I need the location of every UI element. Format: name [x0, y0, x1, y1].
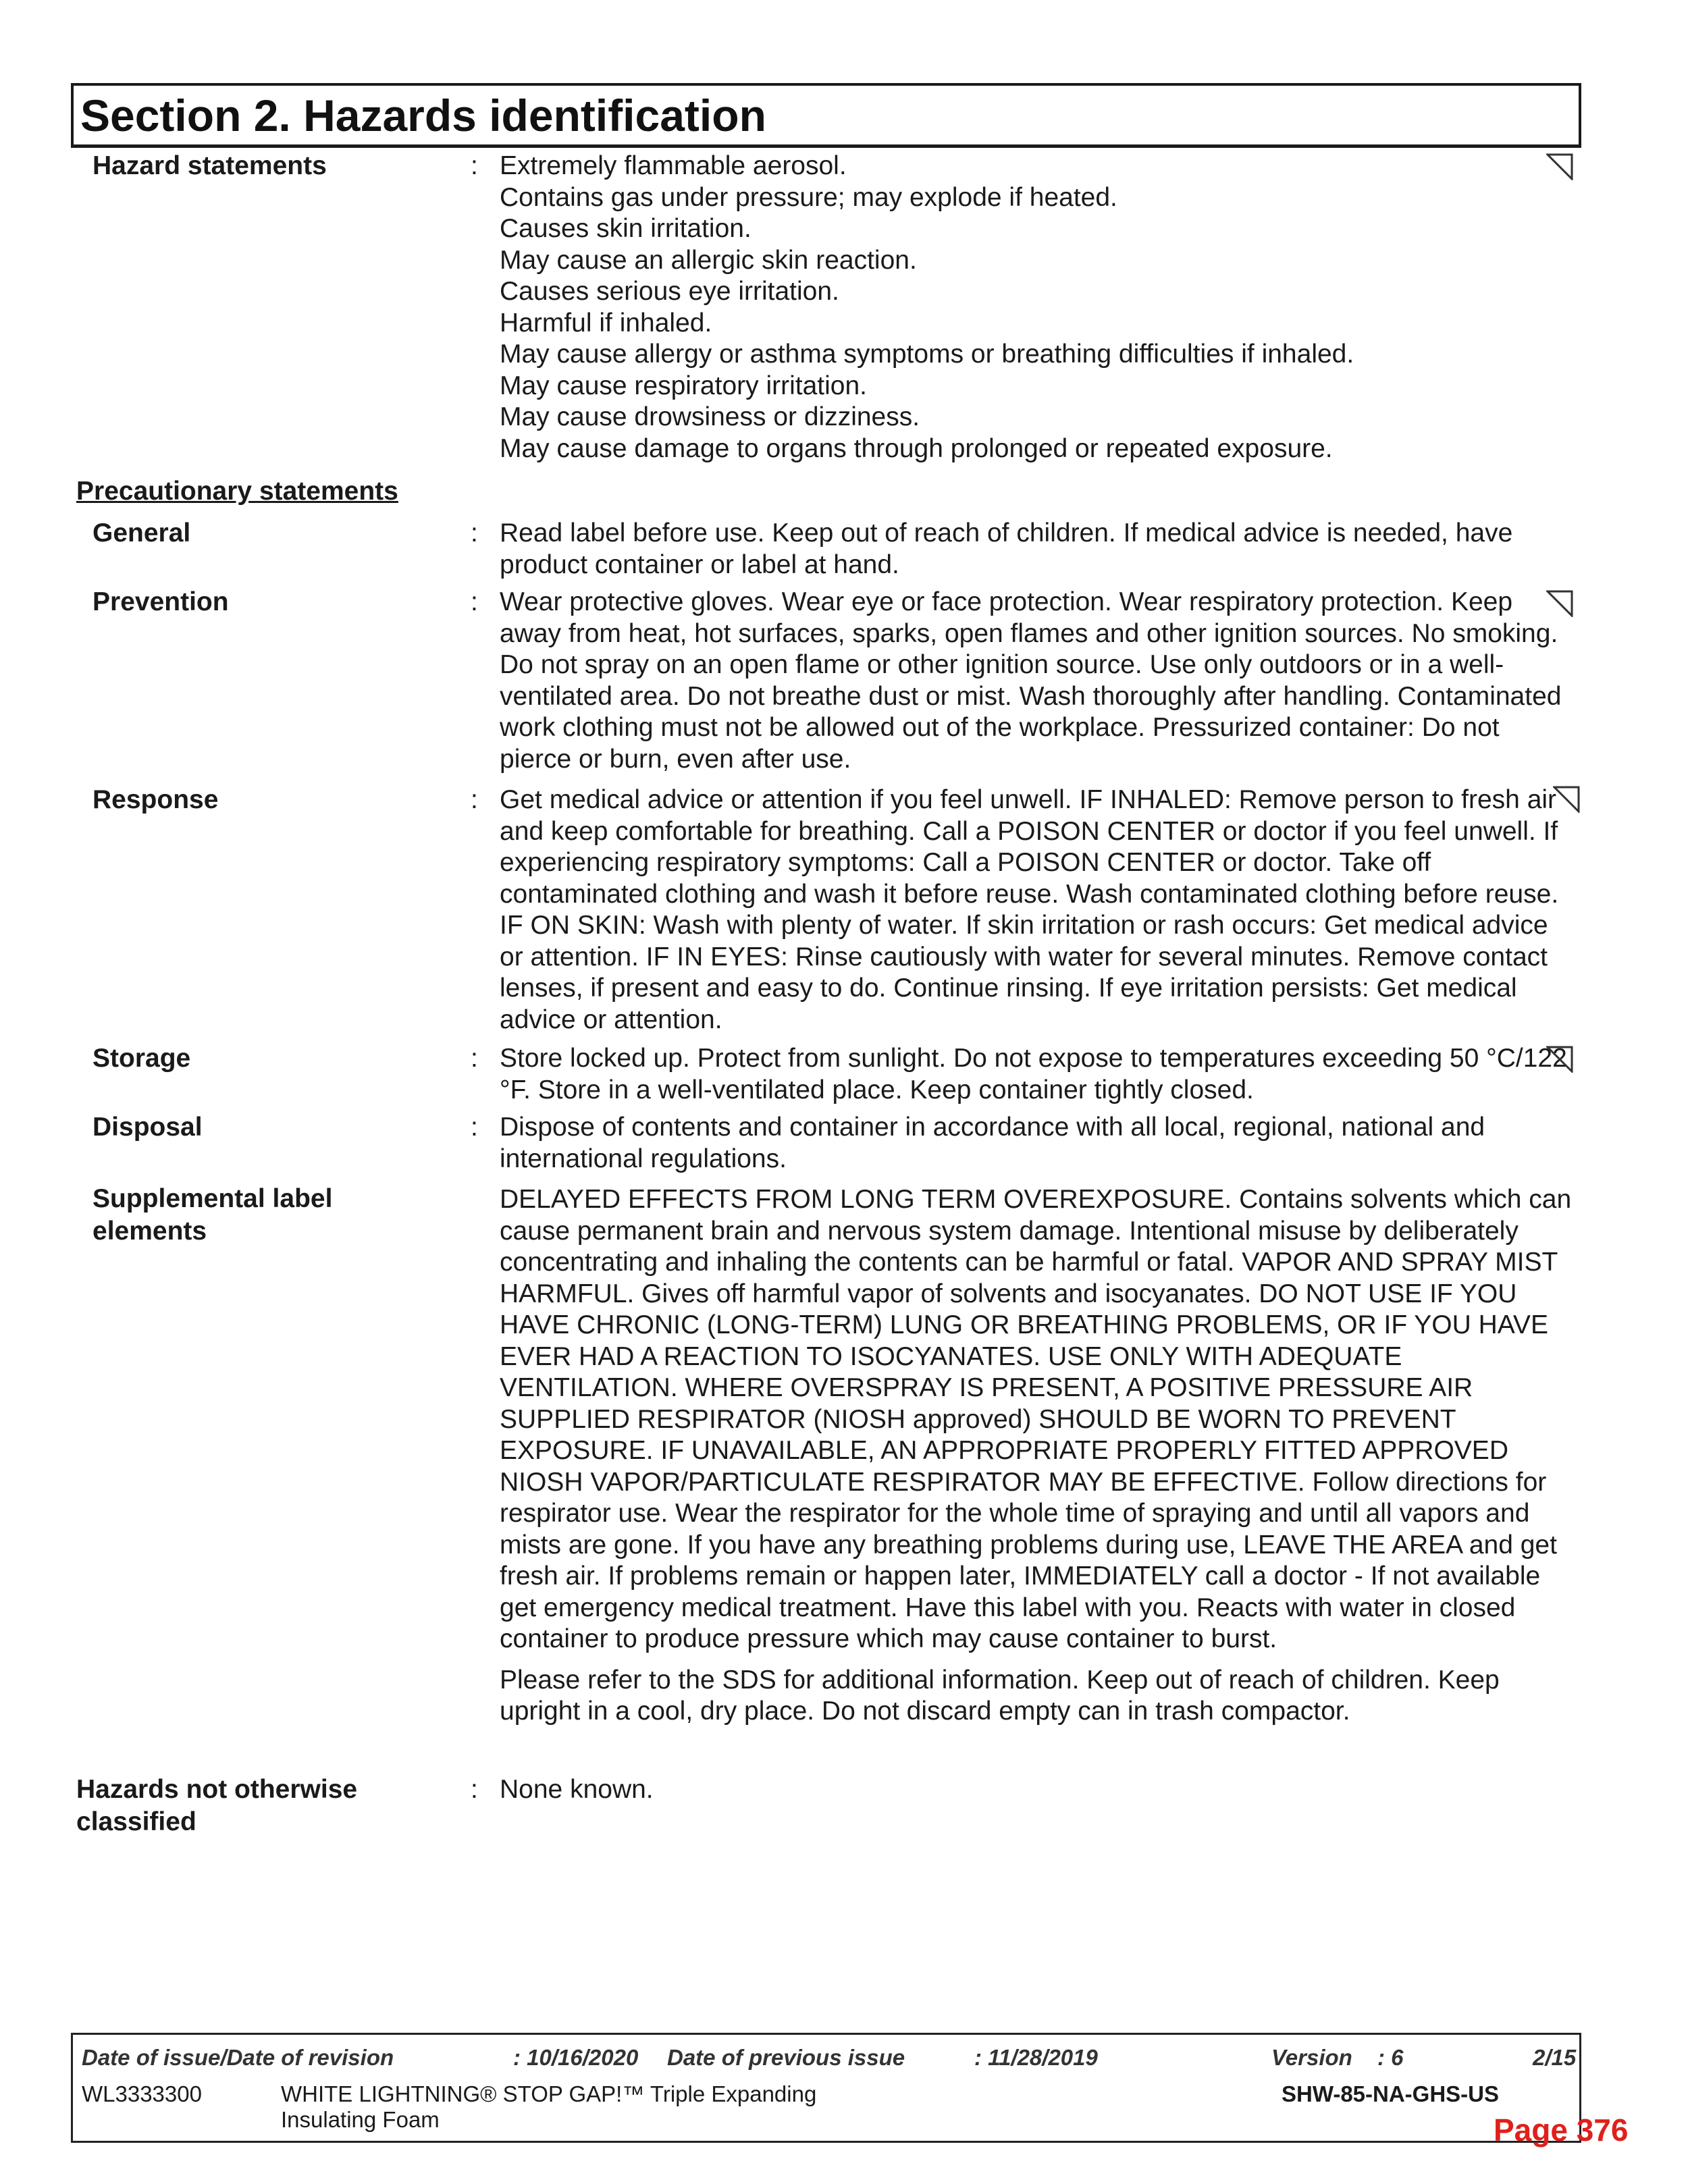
general-text: Read label before use. Keep out of reach of children. If medical advice is needed, have product container or label at hand.	[500, 518, 1513, 579]
colon: :	[471, 518, 478, 548]
colon: :	[471, 1775, 478, 1804]
date-of-issue-label: Date of issue/Date of revision	[82, 2045, 394, 2070]
hazard-statements-label: Hazard statements	[93, 151, 327, 180]
colon: :	[471, 1044, 478, 1073]
hazard-statement: Causes skin irritation.	[500, 214, 751, 243]
product-name-line2: Insulating Foam	[281, 2107, 440, 2132]
general-label: General	[93, 518, 191, 548]
hazard-statement: May cause allergy or asthma symptoms or breathing difficulties if inhaled.	[500, 340, 1354, 369]
hazard-statement: May cause drowsiness or dizziness.	[500, 402, 920, 431]
hazard-statement: Contains gas under pressure; may explode if heated.	[500, 182, 1117, 212]
hazard-statement: Causes serious eye irritation.	[500, 277, 839, 306]
supplemental-paragraph: Please refer to the SDS for additional information. Keep out of reach of children. Keep upright in a cool, dry place. Do not discard empty can in trash compactor.	[500, 1665, 1500, 1726]
disposal-text: Dispose of contents and container in accordance with all local, regional, national and international regulations.	[500, 1113, 1485, 1173]
prevention-text: Wear protective gloves. Wear eye or face protection. Wear respiratory protection. Keep away from heat, hot surfaces, sparks, open flames and other ignition sources. No smoking. Do not spray on an open flame or other ignition source. Use only outdoors or in a well-ventilated area. Do not breathe dust or mist. Wash thoroughly after handling. Contaminated work clothing must not be allowed out of the workplace. Pressurized container: Do not pierce or burn, even after use.	[500, 587, 1562, 774]
hazard-statements-list	[500, 151, 1577, 464]
previous-issue-label: Date of previous issue	[667, 2045, 905, 2070]
document-code: SHW-85-NA-GHS-US	[1282, 2081, 1500, 2106]
hazard-statement: May cause damage to organs through prolonged or repeated exposure.	[500, 433, 1333, 463]
colon: :	[471, 785, 478, 814]
date-of-issue-value: : 10/16/2020	[513, 2045, 639, 2070]
version-value: : 6	[1377, 2045, 1404, 2070]
colon: :	[471, 151, 478, 180]
page-reference: Page 376	[1494, 2112, 1629, 2148]
colon: :	[471, 587, 478, 616]
supplemental-paragraph: DELAYED EFFECTS FROM LONG TERM OVEREXPOSURE. Contains solvents which can cause permanent brain and nervous system damage. Intentional misuse by deliberately concentrating and inhaling the contents can be harmful or fatal. VAPOR AND SPRAY MIST HARMFUL. Gives off harmful vapor of solvents and isocyanates. DO NOT USE IF YOU HAVE CHRONIC (LONG-TERM) LUNG OR BREATHING PROBLEMS, OR IF YOU HAVE EVER HAD A REACTION TO ISOCYANATES. USE ONLY WITH ADEQUATE VENTILATION. WHERE OVERSPRAY IS PRESENT, A POSITIVE PRESSURE AIR SUPPLIED RESPIRATOR (NIOSH approved) SHOULD BE WORN TO PREVENT EXPOSURE. IF UNAVAILABLE, AN APPROPRIATE PROPERLY FITTED APPROVED NIOSH VAPOR/PARTICULATE RESPIRATOR MAY BE EFFECTIVE. Follow directions for respirator use. Wear the respirator for the whole time of spraying and until all vapors and mists are gone. If you have any breathing problems during use, LEAVE THE AREA and get fresh air. If problems remain or happen later, IMMEDIATELY call a doctor - If not available get emergency medical treatment. Have this label with you. Reacts with water in closed container to produce pressure which may cause container to burst.	[500, 1185, 1572, 1653]
hazard-statement: May cause respiratory irritation.	[500, 371, 868, 400]
colon: :	[471, 1113, 478, 1142]
storage-text: Store locked up. Protect from sunlight. Do not expose to temperatures exceeding 50 °C/122 °F. Store in a well-ventilated place. Keep container tightly closed.	[500, 1044, 1567, 1104]
section-header	[71, 83, 1581, 148]
precautionary-heading: Precautionary statements	[76, 477, 398, 506]
response-text: Get medical advice or attention if you feel unwell. IF INHALED: Remove person to fresh air and keep comfortable for breathing. Call a POISON CENTER or doctor if you feel unwell. If experiencing respiratory symptoms: Call a POISON CENTER or doctor. Take off contaminated clothing and wash it before reuse. Wash contaminated clothing before reuse. IF ON SKIN: Wash with plenty of water. If skin irritation or rash occurs: Get medical advice or attention. IF IN EYES: Rinse cautiously with water for several minutes. Remove contact lenses, if present and easy to do. Continue rinsing. If eye irritation persists: Get medical advice or attention.	[500, 785, 1559, 1034]
storage-label: Storage	[93, 1044, 191, 1073]
supplemental-text	[500, 1184, 1577, 1728]
supplemental-label: Supplemental label elements	[93, 1184, 333, 1246]
disposal-label: Disposal	[93, 1113, 203, 1142]
hnoc-text: None known.	[500, 1775, 654, 1804]
section-title: Section 2. Hazards identification	[80, 90, 766, 140]
hazard-statement: May cause an allergic skin reaction.	[500, 245, 917, 275]
response-label: Response	[93, 785, 219, 814]
previous-issue-value: : 11/28/2019	[974, 2045, 1098, 2070]
hnoc-label: Hazards not otherwise classified	[76, 1775, 358, 1836]
corner-fold-mark-icon	[1553, 784, 1581, 813]
hazard-statement: Extremely flammable aerosol.	[500, 151, 847, 180]
corner-fold-mark-icon	[1546, 152, 1575, 180]
product-name-line1: WHITE LIGHTNING® STOP GAP!™ Triple Expanding	[281, 2081, 817, 2106]
prevention-label: Prevention	[93, 587, 229, 616]
corner-fold-mark-icon	[1546, 1044, 1575, 1073]
product-code: WL3333300	[82, 2081, 202, 2106]
hazard-statement: Harmful if inhaled.	[500, 308, 712, 338]
page-number: 2/15	[1533, 2045, 1577, 2070]
version-label: Version	[1271, 2045, 1352, 2070]
corner-fold-mark-icon	[1546, 589, 1575, 617]
document-footer	[71, 2033, 1581, 2143]
